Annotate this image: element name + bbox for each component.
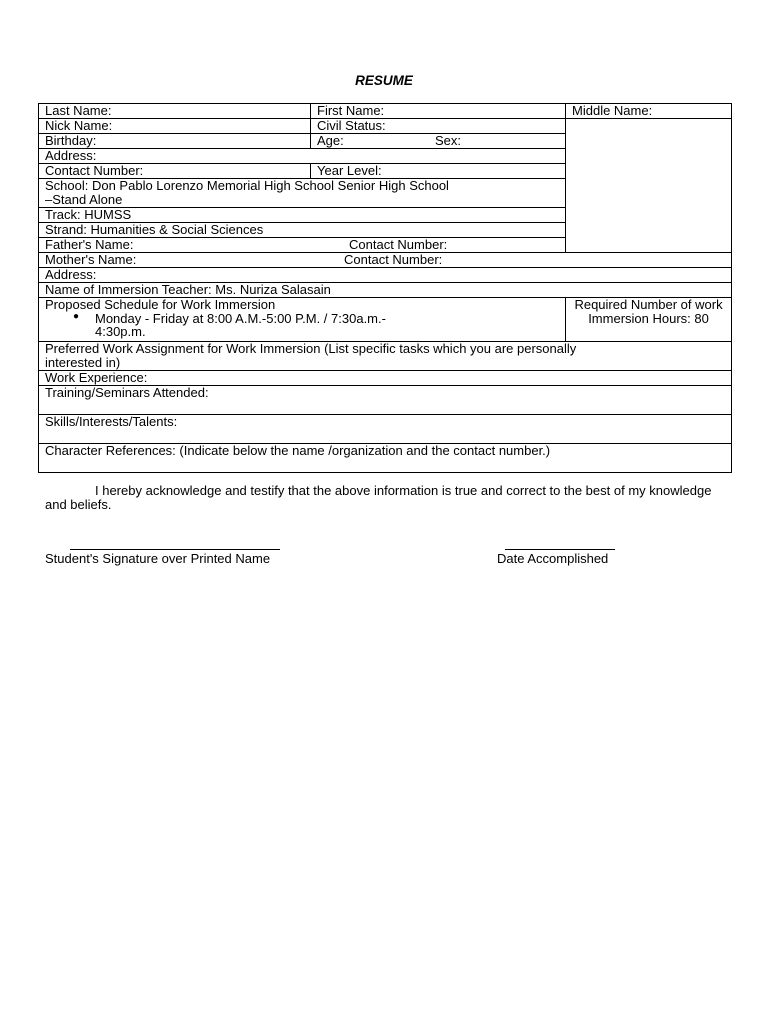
acknowledgement-line1: I hereby acknowledge and testify that the above information is true and correct to the best of xyxy=(95,483,625,498)
sex-field[interactable]: Sex: xyxy=(435,133,462,148)
acknowledgement-line2: my knowledge and beliefs. xyxy=(45,483,712,513)
work-experience-field[interactable]: Work Experience: xyxy=(39,371,732,386)
middle-name-field[interactable]: Middle Name: xyxy=(566,104,732,119)
signature-label: Student's Signature over Printed Name xyxy=(45,551,271,566)
nick-name-field[interactable]: Nick Name: xyxy=(39,119,311,134)
mothers-name-field[interactable]: Mother's Name: xyxy=(45,252,137,267)
preferred-assignment-field[interactable] xyxy=(39,342,732,371)
signature-line[interactable] xyxy=(70,549,280,550)
proposed-schedule-label: Proposed Schedule for Work Immersion xyxy=(45,297,276,312)
age-field[interactable]: Age: xyxy=(317,133,344,148)
required-hours-line1: Required Number of work xyxy=(574,297,723,312)
schedule-list xyxy=(45,312,565,339)
first-name-field[interactable]: First Name: xyxy=(311,104,566,119)
address2-field[interactable]: Address: xyxy=(39,268,732,283)
required-hours-line2: Immersion Hours: 80 xyxy=(588,310,709,326)
mother-contact-field[interactable]: Contact Number: xyxy=(344,252,443,267)
fathers-name-row[interactable] xyxy=(39,238,732,253)
acknowledgement-text xyxy=(45,484,725,513)
immersion-teacher-field[interactable]: Name of Immersion Teacher: Ms. Nuriza Salasain xyxy=(39,283,732,298)
fathers-name-field[interactable]: Father's Name: xyxy=(45,237,134,252)
schedule-item xyxy=(95,312,565,339)
civil-status-field[interactable]: Civil Status: xyxy=(311,119,566,134)
preferred-line2: interested in) xyxy=(45,354,121,370)
character-references-field[interactable]: Character References: (Indicate below the name /organization and the contact number.) xyxy=(39,444,732,473)
page-title: RESUME xyxy=(355,73,413,88)
year-level-field[interactable]: Year Level: xyxy=(311,164,566,179)
required-hours-cell[interactable] xyxy=(566,298,732,342)
school-field[interactable] xyxy=(39,179,566,208)
strand-field[interactable]: Strand: Humanities & Social Sciences xyxy=(39,223,566,238)
track-field[interactable]: Track: HUMSS xyxy=(39,208,566,223)
birthday-field[interactable]: Birthday: xyxy=(39,134,311,149)
father-contact-field[interactable]: Contact Number: xyxy=(349,237,448,252)
schedule-item-line2: 4:30p.m. xyxy=(95,324,146,340)
skills-field[interactable]: Skills/Interests/Talents: xyxy=(39,415,732,444)
photo-box xyxy=(566,119,732,253)
mothers-name-row[interactable] xyxy=(39,253,732,268)
schedule-item-line1: ● Monday - Friday at 8:00 A.M.-5:00 P.M. / 7:30a.m.- xyxy=(95,310,386,326)
date-label: Date Accomplished xyxy=(497,551,609,566)
training-field[interactable]: Training/Seminars Attended: xyxy=(39,386,732,415)
proposed-schedule-cell[interactable] xyxy=(39,298,566,342)
school-line2: –Stand Alone xyxy=(45,191,123,207)
date-line[interactable] xyxy=(505,549,615,550)
address-field[interactable]: Address: xyxy=(39,149,566,164)
last-name-field[interactable]: Last Name: xyxy=(39,104,311,119)
school-line1: School: Don Pablo Lorenzo Memorial High School Senior High School xyxy=(45,178,449,193)
preferred-line1: Preferred Work Assignment for Work Immersion (List specific tasks which you are personally xyxy=(45,341,577,356)
resume-form-table xyxy=(38,103,732,473)
age-sex-cell[interactable] xyxy=(311,134,566,149)
contact-number-field[interactable]: Contact Number: xyxy=(39,164,311,179)
